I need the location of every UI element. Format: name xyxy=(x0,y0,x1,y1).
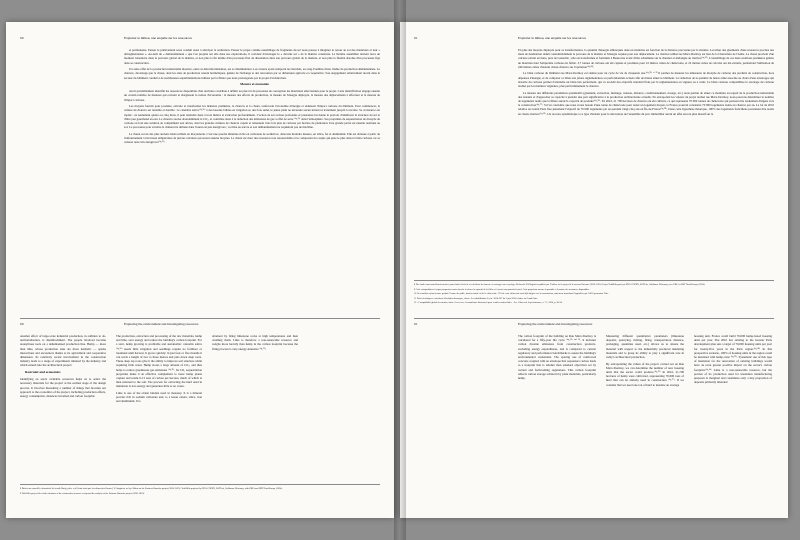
left-footnotes xyxy=(20,488,380,497)
right-folio-bottom: 91 xyxy=(414,322,418,326)
left-en-col-1 xyxy=(20,334,106,406)
left-english-block xyxy=(20,334,380,406)
left-en-col-3 xyxy=(212,334,298,406)
paragraph: Measuring different quantitative parameters (limestone deposits, quarrying, mixing, firing, transportation distance, packaging, quantities used, etc.) allows us to situate the material with respect to the industrially produced insulating materials and to grasp its ability to play a significant role in today's architectural production. xyxy=(606,334,684,360)
left-page xyxy=(6,22,394,518)
left-main-text-block xyxy=(124,48,380,147)
paragraph: housing unit, France could build 70,000 hemp-based housing units per year. The 2010 law relating to the Greater Paris development plan sets a target of 70,000 housing units per year for twenty-five years in the Paris region.⁽ᶠᶦᵍ.²⁸⁾ In this prospective scenario, 100% of housing units in the region could be insulated with hemp-crete ⁽ᶠᶦᵍ.²⁹⁾. Systematic use of this type of insulation for the renovation of existing buildings would have an even greater positive impact on the sector's carbon footprint.⁽ᶠᶦᵍ.³⁰⁾ Lime is a non-renewable resource, but the portion of its production used for insulation manufacturing purposes is marginal and constitutes only a tiny proportion of deposits primarily intended xyxy=(694,334,772,385)
right-column-french xyxy=(518,48,774,118)
paragraph: La mesure des différents paramètres quantitatifs (gisement, extraction, mélange, cuisson, distance, conditionnement, dosage, etc.) nous permet de situer ce matériau au regard de la production industrielle des isolants et d'approcher sa capacité à prendre une part significative à la production architecturale actuelle. En extrapolant les valeurs du projet réalisé rue Marx-Dormoy, nous pouvons déterminer le nombre de logements neufs que la filière aurait la capacité de produire⁽ᶠᶦᵍ.²⁶⁾. En 2022, 21 700 hectares de chanvre ont été cultivés, ce qui représente 70 000 tonnes de chènevotte qui peuvent être totalement dirigées vers la construction⁽ᶠᶦᵍ.²⁷⁾. Si l'on considère que nous avons besoin d'une tonne de chènevotte pour isoler un logement moyen, la France pourrait construire 70 000 logements isolés en chanvre par an. La loi de 2010 relative au Grand Paris fixe justement l'objectif de 70 000 logements par an pendant vingt-cinq ans en Île-de-France⁽ᶠᶦᵍ.²⁸⁾. Dans cette hypothèse théorique, 100% des logements franciliens pourraient être isolés en chaux-chanvre⁽ᶠᶦᵍ.²⁹⁾. Un recours systématique à ce type d'isolant pour la rénovation de l'ensemble du parc immobilier aurait un effet encore plus massif sur la xyxy=(518,90,774,116)
footnote: 10 On considère qu'un hectare produit 7 tonnes de paille, dont la moitié est de la chènevotte. 21% de cette chènevotte sont déjà dirigés vers la construction, mais nous formulons l'hypothèse que 100% pourraient l'être. xyxy=(414,293,609,296)
paragraph: Lime is one of the oldest binders used in masonry. It is a mineral powder rich in sodium carbonate and, to a lesser extent, silica, iron and aluminium. It is xyxy=(116,391,202,404)
footnote: 9 Cette extrapolation n'est pas prospective mais cherche à colorer la capacité de la filière et à ouvrir son potentiel actuel. Cette projection mesure la quantité et la nature des ressources disponibles. xyxy=(414,288,590,291)
right-footnotes-top xyxy=(414,284,774,307)
right-en-col-2 xyxy=(606,334,684,389)
right-english-block xyxy=(518,334,774,389)
right-folio: 91 xyxy=(414,36,418,40)
paragraph: The production, extraction and processing of the raw materials, hemp and lime, save energy and reduce the building's carbon footprint. For a start, hemp growing is profitable and sustainable: cannabis sativa ⁽ᶠᶦᵍ.²⁰⁾ needs little irrigation and seedlings require no fertiliser or treatment until harvest. It grows quickly: in just four or five months it can reach a height of two to three metres and puts down deep roots. These deep tap roots give it the ability to improve soil structure while requiring little water. Hemp stores a large amount of CO₂, and thus helps to reduce greenhouse gas emissions ⁽ᶠᶦᵍ.²¹⁾. Its CO₂ sequestration properties make it an effective complement to trees: hemp plants capture and retain 9-13 tons of carbon per hectare, much of which is then returned to the soil. The process for extracting the hurd used in insulation is low-energy and generates little to no waste. xyxy=(116,334,202,389)
left-en-col-2 xyxy=(116,334,202,406)
paragraph: et permanente. Penser le prélèvement nous conduit aussi à anticiper la restitution. Penser le projet comme assemblage de fragments du sol nous pousse à imaginer le retour au sol des matériaux et leur « détragmentation ». Au-delà du « démantèlement » que l'on projette sur elle dans nos explorations, il convient d'envisager le « devenir sol » de la matière construite. La matière assemblée devient alors un moment transitoire dans le parcours global de la matière, et non plus la fin ultime d'un processus flux de dissolution dans son parcours global de la matière, et non plus la finalité absolue d'un processus figé dans sa construction. xyxy=(124,48,380,65)
paragraph: Identifying an area's available resources helps us to select the necessary materials for the project at the earliest stage of the design process. It involves measuring a number of things that broaden our approach to the economics of the project, including production efforts, energy consumption, distances travelled and carbon footprint. xyxy=(20,377,106,398)
paragraph: Un autre effet de la production industrielle massive, outre sa déterritorialisation, est sa dissimulation. Les acteurs ayant remporté les marchés, au rang d'oubliés d'une chaîne de production déshumanisée. Le chanvre, davantage que la chaux, dont les sites de production restent hermétiques, génère de l'échange et des rencontres par sa dimension agricole et coopérative. Son engagement relativement récent dans le secteur du bâtiment conduit à de nombreuses expérimentations initiées par la filière que nous prolongeons par le projet d'architecture. xyxy=(124,67,380,80)
right-main-text-block xyxy=(518,48,774,118)
left-folio-bottom: 90 xyxy=(20,322,24,326)
paragraph: obtained by firing limestone rocks at high temperatures and then crushing them. Lime is therefore a non-renewable resource and weighs more heavily than hemp in the carbon footprint because the firing process is very energy-intensive ⁽ᶠᶦᵍ.²²⁾. xyxy=(212,334,298,351)
footnote: 11 Fiches techniques : matériaux d'isolation thermique, chaux : La réhabilitation. Loi n° 2010-597 du 3 juin 2010 relative au Grand Paris. xyxy=(414,297,538,300)
paragraph: Avoir préalablement identifié les ressources disponibles d'un territoire contribue à définir au plus tôt du processus de conception les matériaux sélectionnés pour le projet. Cette identification engage ensuite un certain nombre de mesures qui ouvrent et élargissent la notion d'économie : la mesure des efforts de production, la mesure de l'énergie déployée, la mesure des déplacements à effectuer et la mesure de l'impact carbone. xyxy=(124,89,380,102)
footnote: 8 Des études sont actuellement menées pour étudier la fin de vie du béton de chanvre et envisager son recyclage. Recherche LM Ingénieur publiée par l'Adème sur le projet de la caserne Estienne (2020–2025). Projet YokiBilis porté par PRO-CODEN, BATLab, Guillaume Delannoy, avec EKIA et IMT Nord-Europe (2024). xyxy=(414,284,706,286)
paragraph: Le bilan carbone du bâtiment rue Marx-Dormoy est réalisé pour un cycle de vie de cinquante ans.⁽ᶠᶦᵍ.²⁵⁾ ᵉᵗ ²⁶ Il permet de mesurer les émissions de dioxyde de carbone des produits de construction, hors dépenses d'énergie, et de comparer ce bilan aux jalons réglementaires ou performantiels actuels afin de mieux situer le bâtiment. La réduction de la quantité de béton armé associée au choix d'une enveloppe qui absorbe du carbone permet d'atteindre un bilan très performant, qui va au-delà des objectifs standard fixés par la réglementation en vigueur ou à venir. Ce bilan carbone comptabilise le stockage du carbone réalisé par les matières végétales, plus particulièrement le chanvre. xyxy=(518,71,774,89)
right-en-col-1 xyxy=(518,334,596,389)
right-en-col-3 xyxy=(694,334,772,389)
right-running-head: Exploiter le milieu, une enquête sur les ressources xyxy=(518,36,586,40)
paragraph: La chaux est un des plus anciens liants utilisés en maçonnerie. C'est une poudre minérale riche en carbonate de sodium et, dans une moindre mesure, en silice, fer et aluminium. Elle est obtenue à partir de l'enfournement à très haute température de pierres calcaires qui seront ensuite broyées. La chaux est donc une ressource non renouvelable et le composant du couple qui pèse le plus dans le bilan carbone car sa cuisson reste très énergivore⁽ᶠᶦᵍ.²²⁾. xyxy=(124,131,380,145)
section-heading: Mesure et économie xyxy=(240,82,269,87)
footnote: 12 « Compatibilité global des surfaces dans « lever avec les matériaux biosourcés pour ventiler confort bâti » : Les Cahiers de la performance, n° 71, 2020, p. 30-34. xyxy=(414,302,563,305)
left-divider xyxy=(20,318,380,319)
paragraph: En plus des moyens déployés pour sa transformation, la quantité d'énergie embarquée dans un matériau est fonction de la distance parcourue par la matière. Localiser des gisements d'une ressource proches des lieux de destination réduit considérablement le parcours de la matière et l'énergie requise pour son déplacement. Le chanvre utilisé rue Marx-Dormoy est issu de la Chanvrière de l'Aube. La chaux provient d'un calcaire extrait en Isère, près de Grenoble ; elle est transformée et formulée à Beaucaire avant d'être acheminée sur le chantier et mélangée au chanvre⁽ᶠᶦᵍ.²³⁾. L'assemblage de ces deux éositions premières génère un matériau dont l'empreinte carbone est faible. 3,7 tonnes de carbone ont été captées et produites pour 22 mètres cubes de chènevotte, et 22 mètres cubes de calcaire ont été extraits, permettant l'utilisation de 240 mètres cubes d'isolant chaux-chanvre sur l'opération⁽ᶠᶦᵍ.²⁴⁾. xyxy=(518,48,774,69)
paragraph: By extrapolating the values of the project carried out on Rue Marx-Dormoy, we can determine the number of new housing units that the sector could produce.⁽ᶠᶦᵍ.²⁶⁾ In 2022, 21,700 hectares of hemp were cultivated, representing 70,000 tons of hurd that can be entirely used in construction ⁽ᶠᶦᵍ.²⁷⁾. If we consider that we need one ton of hurd to insulate an average xyxy=(606,361,684,387)
left-folio: 90 xyxy=(20,36,24,40)
right-page xyxy=(400,22,788,518)
left-footnote-rule xyxy=(20,484,380,485)
left-running-head: Exploiter le milieu, une enquête sur les ressources xyxy=(124,36,192,40)
right-rule-2 xyxy=(414,318,774,319)
paragraph: The carbon footprint of the building on Rue Marx-Dormoy is calculated for a fifty-year life cycle ⁽ᶠᶦᵍ.²⁵⁾ ᵃⁿᵈ ²⁶. It includes carbon dioxide emissions from construction products, excluding energy expenditures, and is compared to current regulatory and performance benchmarks to assess the building's environmental credentials. The sparing use of reinforced concrete coupled with an envelope that sequesters carbon leads to a footprint that is smaller than standard objectives set by current and forthcoming regulations. This carbon footprint reflects carbon storage achieved by plant materials, particularly hemp. xyxy=(518,334,596,381)
left-column-french xyxy=(124,48,380,147)
footnote: 8 Études ans conseillé exhaustivité de benoît-Hardy, pièce et à l'étude ainsi que des démarches Roussel, L'Attagnèsse ne lay: Mainz on the Eastness Barracks project (2020–2025). Yoki.Bilis projectsi by PRO-CODEN, BATLab, Guillaume Delannoy, with EKIA and IMT Nord-Europe (2024). xyxy=(20,488,283,490)
left-running-head-en: Exploring the environment and investigating resources xyxy=(124,322,199,326)
right-running-head-en: Exploring the environment and investigating resources xyxy=(518,322,593,326)
paragraph: Another effect of large-scale industrial production, in addition to de-territorialisation, is disembodiment. The people involved become anonymous tools on a dehumanised production line. Hemp — more than lime, whose production sites are more hermetic — sparks interactions and encounters thanks to its agricultural and cooperative dimension. Its relatively recent involvement in the construction industry leads to a range of experiments initiated by the industry and which extend into the architectural project. xyxy=(20,334,106,368)
right-divider xyxy=(414,280,774,281)
footnote: 9 Yoki.Bilis project & co-lab evaluation of the construction resource set-up and the analysis of the Estienne Barracks project (2020–2025). xyxy=(20,492,145,495)
paragraph: Les moyens fournis pour produire, extraire et transformer les matières premières, le chanvre et la chaux, renforcent l'économie d'énergie et réduisent l'impact carbone du bâtiment. Pour commencer, la culture du chanvre est rentable et durable : le cannabis sativa⁽ᶠᶦᵍ.²⁰⁾ à des besoins faibles en irrigation et, une fois semé, le jeune plant ne nécessite aucun intrant ni traitement jusqu'à la récolte. Sa croissance est rapide : en seulement quatre ou cinq mois, il peut atteindre deux à trois mètres et s'enracine profondément. L'action de ses racines profondes et prestantes lui donne le pouvoir d'améliorer la structure du sol et d'être peu gourmand en eau. Le chanvre stocke abondamment le CO₂, et contribue ainsi à la réduction des émissions de gaz à effet de serre ⁽ᶠᶦᵍ.²¹⁾ dans l'atmosphère. Ses propriétés de séquestration de dioxyde de carbone en font une solution de complément aux arbres, dont les grandes cultures de chanvre capent et retiennent trois fois plus de carbone par hectare de plantation. Une grande partie est ensuite restituée au sol. Le processus pour extraire la chènevotte utilisée dans l'ouest est peu énergivore ; sa mise en œuvre et son démantèlement ne requièrent pas de machine. xyxy=(124,104,380,130)
section-heading-en: Restraint and economics xyxy=(25,370,61,375)
